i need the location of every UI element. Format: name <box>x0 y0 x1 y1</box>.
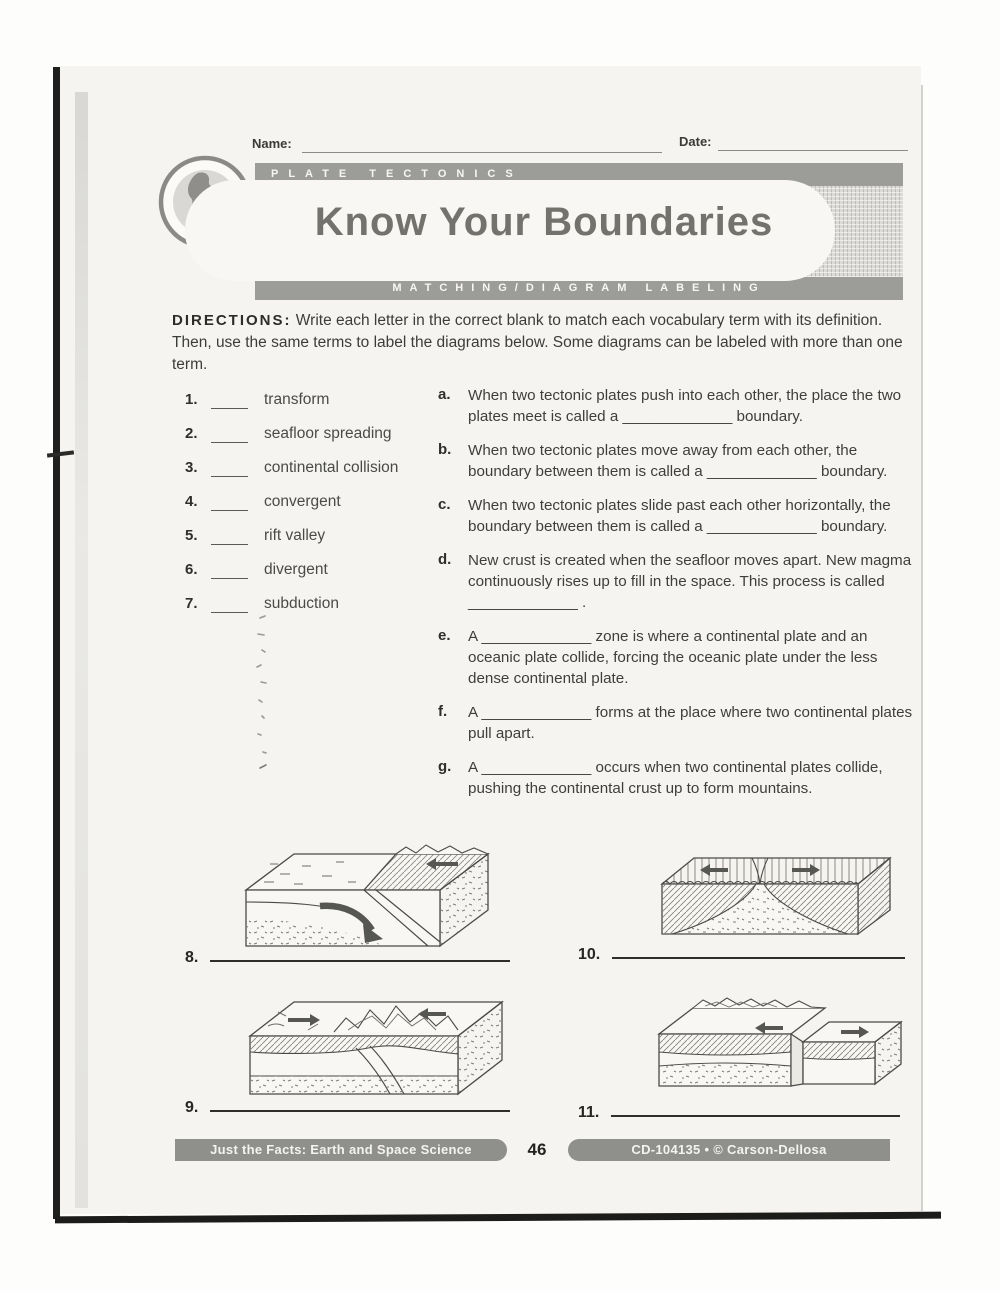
footer-series-bar: Just the Facts: Earth and Space Science <box>175 1139 507 1161</box>
term-label: continental collision <box>264 459 399 476</box>
term-label: rift valley <box>264 527 326 544</box>
definition-text: A _____________ zone is where a continental plate and an oceanic plate collide, forcing the oceanic plate under the less dense continental plate. <box>468 627 878 687</box>
date-blank-line <box>718 150 908 151</box>
answer-blank <box>211 510 248 511</box>
definition-text: A _____________ forms at the place where two continental plates pull apart. <box>468 703 913 742</box>
scan-edge-left <box>53 67 60 1219</box>
term-number: 2. <box>185 425 198 442</box>
definition-text: When two tectonic plates push into each other, the place the two plates meet is called a _____________ boundary. <box>468 387 902 425</box>
term-label: transform <box>264 391 330 408</box>
transform-boundary-diagram <box>645 992 915 1097</box>
footer-publisher-bar: CD-104135 • © Carson-Dellosa <box>568 1139 890 1161</box>
banner-subtitle: MATCHING/DIAGRAM LABELING <box>255 277 903 300</box>
list-item <box>185 459 435 480</box>
answer-blank <box>211 442 248 443</box>
definitions-list <box>438 386 916 813</box>
definition-text: New crust is created when the seafloor moves apart. New magma continuously rises up to fill in the space. This process is called _____________ . <box>468 551 912 611</box>
list-item <box>185 493 435 514</box>
term-number: 5. <box>185 527 198 544</box>
answer-line <box>612 945 905 959</box>
answer-blank <box>211 408 248 409</box>
diagram-number: 11. <box>578 1104 600 1121</box>
page-title: Know Your Boundaries <box>314 200 774 244</box>
subduction-diagram <box>236 842 516 954</box>
list-item <box>438 496 916 538</box>
directions-text: Write each letter in the correct blank to match each vocabulary term with its definition. Then, use the same terms to label the diagrams below. Some diagrams can be labeled with more than one term. <box>172 312 903 373</box>
term-number: 6. <box>185 561 198 578</box>
definition-letter: a. <box>438 386 451 403</box>
term-label: subduction <box>264 595 339 612</box>
list-item <box>438 551 916 614</box>
date-label: Date: <box>679 134 712 149</box>
answer-blank <box>211 544 248 545</box>
definition-letter: c. <box>438 495 451 513</box>
divergent-ridge-diagram <box>650 846 915 946</box>
definition-text: When two tectonic plates move away from each other, the boundary between them is called a _____________ boundary. <box>468 441 888 480</box>
definition-letter: g. <box>438 757 452 775</box>
definition-text: A _____________ occurs when two continental plates collide, pushing the continental crust up to form mountains. <box>468 758 883 797</box>
title-banner <box>255 163 903 300</box>
diagram-label-8 <box>185 948 510 967</box>
list-item <box>438 386 916 428</box>
diagram-label-10 <box>578 945 905 964</box>
name-blank-line <box>302 152 662 153</box>
scan-streak-left <box>75 92 88 1208</box>
list-item <box>438 441 916 483</box>
list-item <box>185 391 435 412</box>
list-item <box>438 703 916 745</box>
banner-eyebrow: PLATE TECTONICS <box>255 163 903 186</box>
definition-letter: f. <box>438 702 448 720</box>
answer-blank <box>211 612 248 613</box>
definition-letter: d. <box>438 550 452 568</box>
definition-text: When two tectonic plates slide past each other horizontally, the boundary between them is called a _____________ boundary. <box>468 496 891 535</box>
definition-letter: e. <box>438 626 451 644</box>
diagram-number: 8. <box>185 949 199 966</box>
diagram-label-9 <box>185 1098 510 1117</box>
definition-letter: b. <box>438 440 452 458</box>
list-item <box>438 627 916 690</box>
answer-blank <box>211 476 248 477</box>
list-item <box>185 595 435 616</box>
list-item <box>438 758 916 800</box>
term-label: seafloor spreading <box>264 425 392 442</box>
scan-edge-right <box>921 85 923 1211</box>
directions <box>172 310 922 376</box>
answer-blank <box>211 578 248 579</box>
page-number: 46 <box>527 1140 547 1159</box>
directions-label: DIRECTIONS: <box>172 312 292 329</box>
answer-line <box>210 948 510 962</box>
term-number: 3. <box>185 459 198 476</box>
term-label: divergent <box>264 561 328 578</box>
list-item <box>185 425 435 446</box>
list-item <box>185 561 435 582</box>
term-number: 7. <box>185 595 198 612</box>
continental-collision-diagram <box>238 990 513 1100</box>
name-label: Name: <box>252 136 292 151</box>
banner-texture <box>255 186 903 277</box>
diagram-number: 9. <box>185 1099 199 1116</box>
diagram-number: 10. <box>578 946 601 963</box>
vocabulary-list <box>185 391 435 629</box>
diagram-label-11 <box>578 1103 900 1122</box>
term-label: convergent <box>264 493 341 510</box>
term-number: 4. <box>185 493 198 510</box>
term-number: 1. <box>185 391 198 408</box>
answer-line <box>210 1098 510 1112</box>
list-item <box>185 527 435 548</box>
pencil-smudge-marks <box>250 612 276 777</box>
answer-line <box>611 1103 900 1117</box>
